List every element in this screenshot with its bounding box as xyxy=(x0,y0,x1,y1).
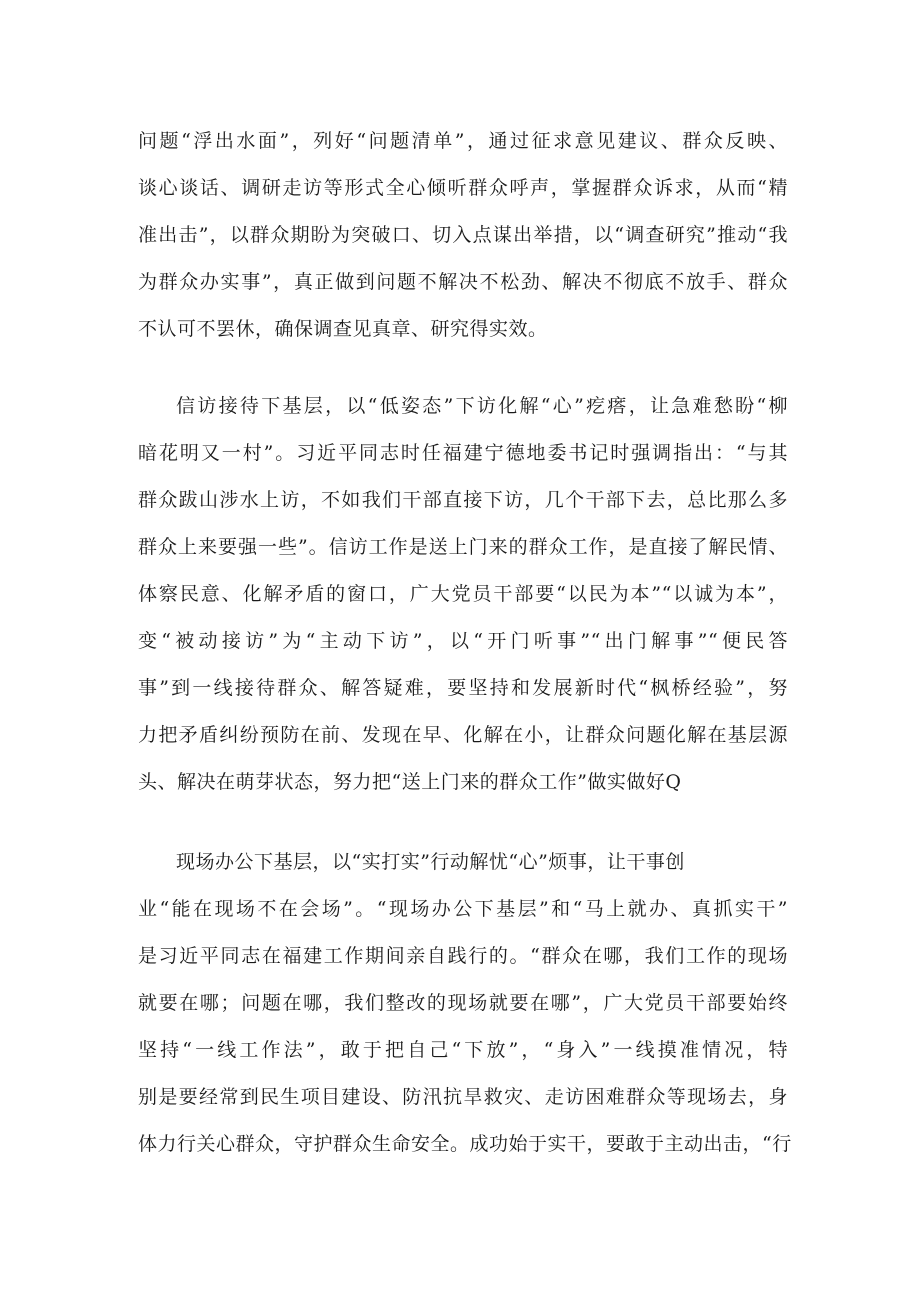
text-line: 是习近平同志在福建工作期间亲自践行的。“群众在哪，我们工作的现场 xyxy=(138,945,788,967)
text-line: 群众跋山涉水上访，不如我们干部直接下访，几个干部下去，总比那么多 xyxy=(138,489,788,511)
text-line: 问题“浮出水面”，列好“问题清单”，通过征求意见建议、群众反映、 xyxy=(138,130,788,152)
paragraph-2 xyxy=(138,383,788,806)
paragraph-3 xyxy=(138,839,792,1168)
text-line: 别是要经常到民生项目建设、防汛抗旱救灾、走访困难群众等现场去，身 xyxy=(138,1086,788,1108)
text-line: 现场办公下基层，以“实打实”行动解忧“心”烦事，让干事创 xyxy=(176,851,685,873)
text-line: 体察民意、化解矛盾的窗口，广大党员干部要“以民为本”“以诚为本”， xyxy=(138,583,788,605)
text-line: 为群众办实事”，真正做到问题不解决不松劲、解决不彻底不放手、群众 xyxy=(138,271,788,293)
paragraph-1 xyxy=(138,118,788,353)
text-line: 头、解决在萌芽状态，努力把“送上门来的群众工作”做实做好Q xyxy=(138,771,682,793)
text-line: 业“能在现场不在会场”。“现场办公下基层”和“马上就办、真抓实干” xyxy=(138,898,788,920)
text-line: 事”到一线接待群众、解答疑难，要坚持和发展新时代“枫桥经验”，努 xyxy=(138,677,788,699)
text-line: 谈心谈话、调研走访等形式全心倾听群众呼声，掌握群众诉求，从而“精 xyxy=(138,177,788,199)
text-line: 变“被动接访”为“主动下访”，以“开门听事”“出门解事”“便民答 xyxy=(138,630,788,652)
text-line: 群众上来要强一些”。信访工作是送上门来的群众工作，是直接了解民情、 xyxy=(138,536,788,558)
text-line: 力把矛盾纠纷预防在前、发现在早、化解在小，让群众问题化解在基层源 xyxy=(138,724,788,746)
text-line: 坚持“一线工作法”，敢于把自己“下放”，“身入”一线摸准情况，特 xyxy=(138,1039,788,1061)
text-line: 信访接待下基层，以“低姿态”下访化解“心”疙瘩，让急难愁盼“柳 xyxy=(176,395,788,417)
text-line: 体力行关心群众，守护群众生命安全。成功始于实干，要敢于主动出击，“行 xyxy=(138,1133,792,1155)
text-line: 就要在哪；问题在哪，我们整改的现场就要在哪”，广大党员干部要始终 xyxy=(138,992,788,1014)
text-line: 准出击”，以群众期盼为突破口、切入点谋出举措，以“调查研究”推动“我 xyxy=(138,224,788,246)
text-line: 暗花明又一村”。习近平同志时任福建宁德地委书记时强调指出：“与其 xyxy=(138,442,788,464)
text-line: 不认可不罢休，确保调查见真章、研究得实效。 xyxy=(138,318,548,340)
